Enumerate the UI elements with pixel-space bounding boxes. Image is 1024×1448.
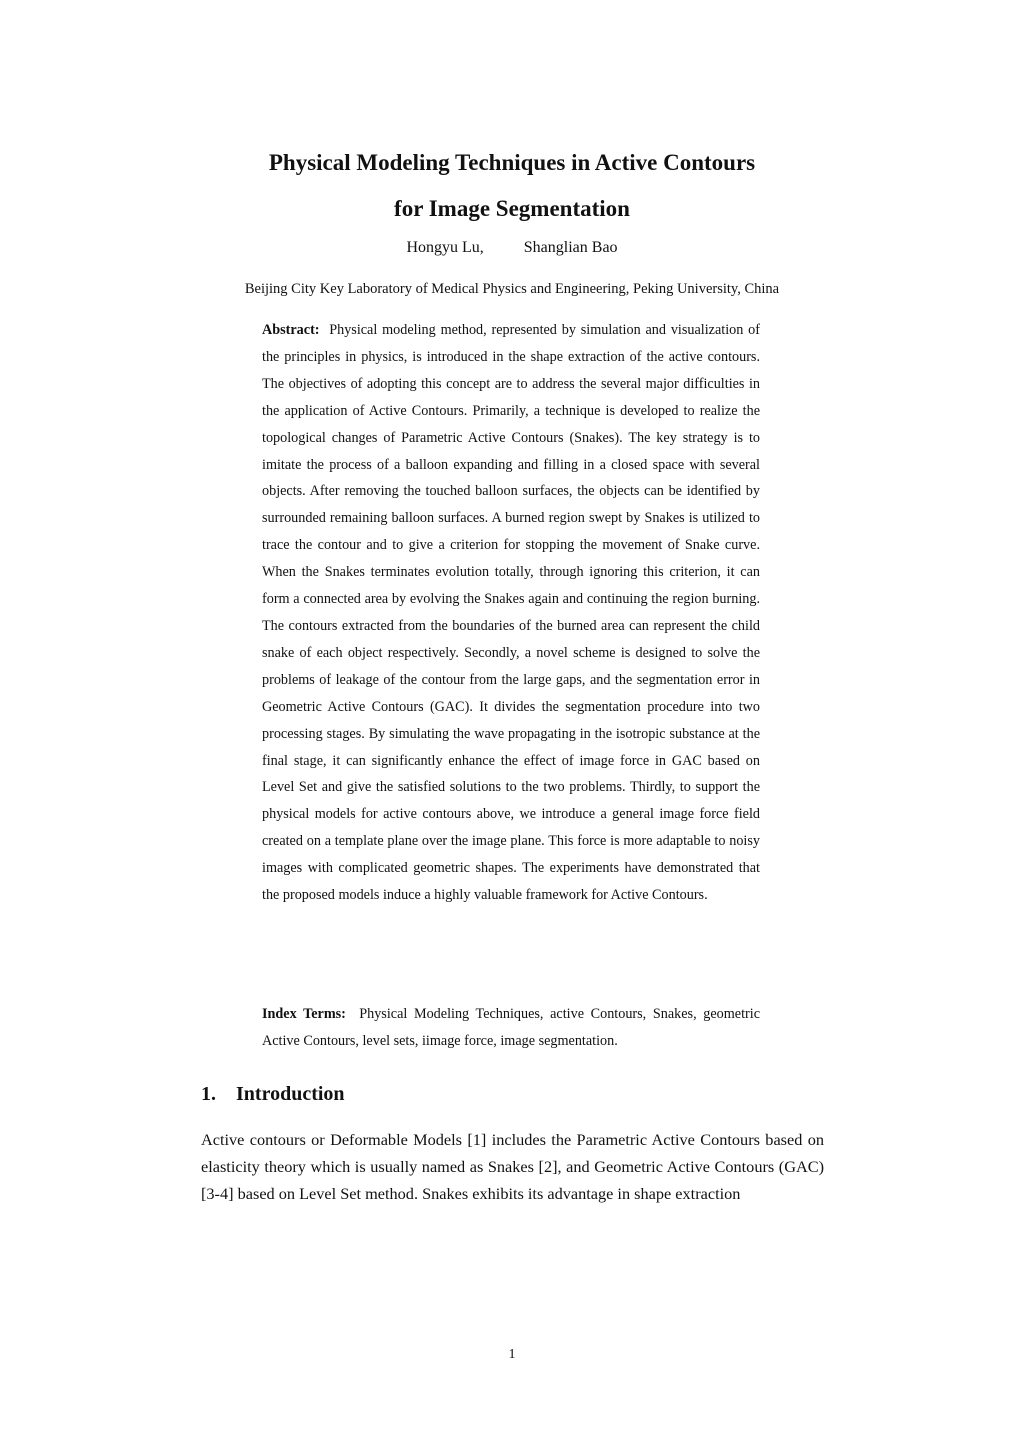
- introduction-paragraph: Active contours or Deformable Models [1] includes the Parametric Active Contours based on elasticity theory which is usually named as Snakes [2], and Geometric Active Contours (GAC) [3-4] based on Level Set method. Snakes exhibits its advantage in shape extraction: [201, 1130, 824, 1203]
- abstract-block: [262, 317, 760, 909]
- author-name: Hongyu Lu,: [406, 239, 484, 256]
- abstract-label: Abstract:: [262, 322, 320, 338]
- abstract-text: Physical modeling method, represented by simulation and visualization of the principles in physics, is introduced in the shape extraction of the active contours. The objectives of adopting this concept are to address the several major difficulties in the application of Active Contours. Primarily, a technique is developed to realize the topological changes of Parametric Active Contours (Snakes). The key strategy is to imitate the process of a balloon expanding and filling in a closed space with several objects. After removing the touched balloon surfaces, the objects can be identified by surrounded remaining balloon surfaces. A burned region swept by Snakes is utilized to trace the contour and to give a criterion for stopping the movement of Snake curve. When the Snakes terminates evolution totally, through ignoring this criterion, it can form a connected area by evolving the Snakes again and continuing the region burning. The contours extracted from the boundaries of the burned area can represent the child snake of each object respectively. Secondly, a novel scheme is designed to solve the problems of leakage of the contour from the large gaps, and the segmentation error in Geometric Active Contours (GAC). It divides the segmentation procedure into two processing stages. By simulating the wave propagating in the isotropic substance at the final stage, it can significantly enhance the effect of image force in GAC based on Level Set and give the satisfied solutions to the two problems. Thirdly, to support the physical models for active contours above, we introduce a general image force field created on a template plane over the image plane. This force is more adaptable to noisy images with complicated geometric shapes. The experiments have demonstrated that the proposed models induce a highly valuable framework for Active Contours.: [262, 322, 760, 904]
- index-terms-text: Physical Modeling Techniques, active Contours, Snakes, geometric Active Contours, level sets, iimage force, image segmentation.: [262, 1006, 760, 1049]
- paper-title-line-1: Physical Modeling Techniques in Active Contours: [268, 150, 756, 175]
- section-heading-introduction: [201, 1080, 345, 1108]
- paper-title-line-2: for Image Segmentation: [394, 196, 630, 221]
- author-list: [0, 237, 1024, 259]
- author-name: Shanglian Bao: [523, 239, 618, 256]
- section-number: 1.: [201, 1083, 216, 1105]
- author-affiliation: Beijing City Key Laboratory of Medical Physics and Engineering, Peking University, China: [244, 281, 780, 297]
- page-number: 1: [508, 1347, 516, 1362]
- index-terms-block: [262, 1001, 760, 1055]
- index-terms-label: Index Terms:: [262, 1006, 346, 1022]
- section-title: Introduction: [236, 1083, 345, 1105]
